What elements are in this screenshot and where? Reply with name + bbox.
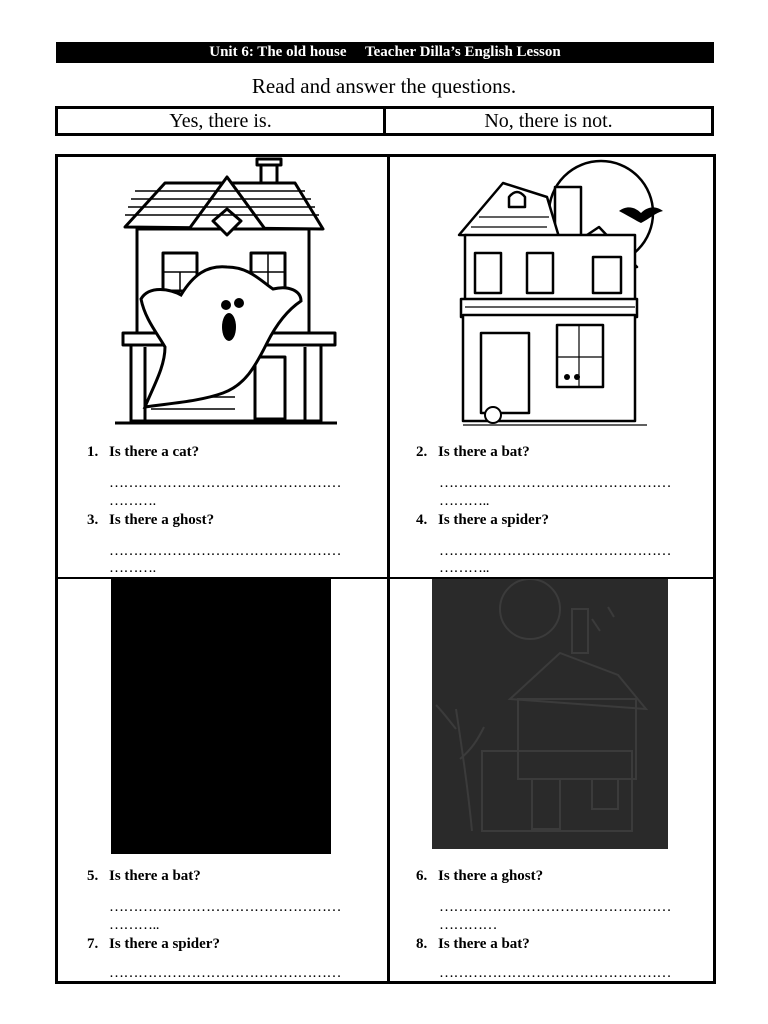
question-5: 5. Is there a bat? <box>87 868 201 884</box>
answer-line-5-cont[interactable]: ……….. <box>109 917 159 933</box>
answer-line-4[interactable]: ………………………………………… <box>439 543 671 559</box>
answer-line-2-cont[interactable]: ……….. <box>439 493 489 509</box>
obscured-picture <box>111 579 331 854</box>
answer-line-8[interactable]: ………………………………………… <box>439 965 671 981</box>
question-8: 8. Is there a bat? <box>416 936 530 952</box>
question-6: 6. Is there a ghost? <box>416 868 544 884</box>
unit-title: Unit 6: The old house <box>209 44 347 60</box>
answer-options-box <box>55 106 714 136</box>
answer-no: No, there is not. <box>383 109 711 133</box>
grid-divider-vertical <box>387 157 390 981</box>
answer-yes: Yes, there is. <box>169 110 272 132</box>
worksheet-grid <box>55 154 716 984</box>
answer-line-7[interactable]: ………………………………………… <box>109 965 341 981</box>
answer-line-1[interactable]: ………………………………………… <box>109 475 341 491</box>
dark-haunted-house-picture <box>432 579 668 849</box>
instruction-text: Read and answer the questions. <box>251 74 517 98</box>
question-1: 1. Is there a cat? <box>87 444 200 460</box>
haunted-house-bat-picture <box>451 157 671 429</box>
answer-line-2[interactable]: ………………………………………… <box>439 475 671 491</box>
question-3: 3. Is there a ghost? <box>87 512 215 528</box>
answer-line-1-cont[interactable]: ………. <box>109 493 156 509</box>
haunted-house-ghost-picture <box>105 157 345 429</box>
answer-line-3-cont[interactable]: ………. <box>109 560 156 576</box>
answer-line-3[interactable]: ………………………………………… <box>109 543 341 559</box>
answer-line-4-cont[interactable]: ……….. <box>439 560 489 576</box>
answer-line-6[interactable]: ………………………………………… <box>439 899 671 915</box>
question-2: 2. Is there a bat? <box>416 444 530 460</box>
header-bar <box>56 42 714 63</box>
answer-line-5[interactable]: ………………………………………… <box>109 899 341 915</box>
answer-line-6-cont[interactable]: ………… <box>439 917 497 933</box>
question-7: 7. Is there a spider? <box>87 936 220 952</box>
question-4: 4. Is there a spider? <box>416 512 549 528</box>
teacher-title: Teacher Dilla’s English Lesson <box>365 44 561 60</box>
